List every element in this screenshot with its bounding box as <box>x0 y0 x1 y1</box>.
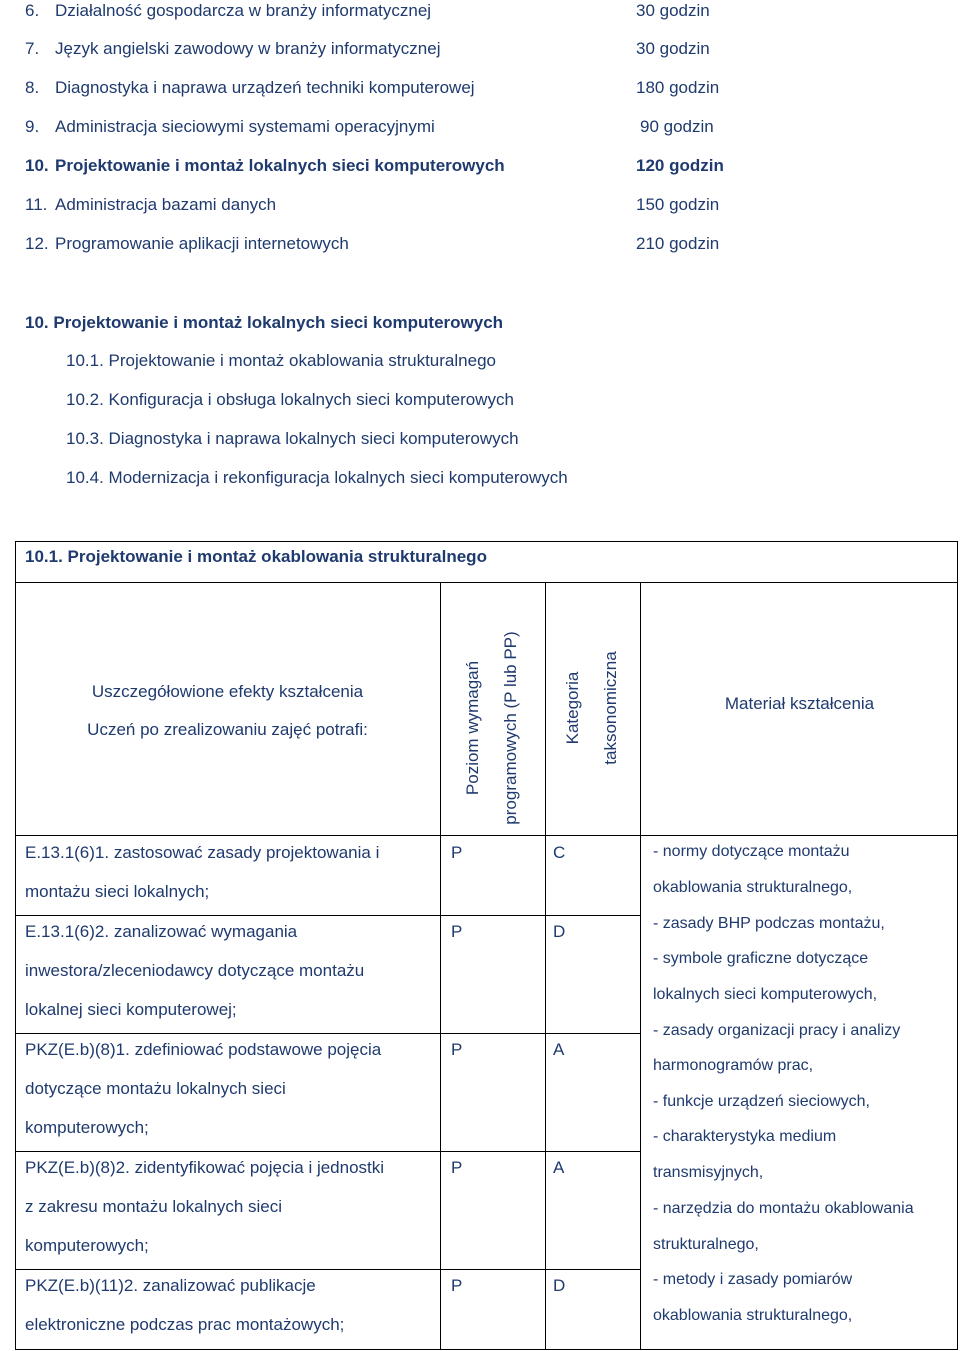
material-line: transmisyjnych, <box>653 1164 764 1181</box>
material-line: okablowania strukturalnego, <box>653 879 853 896</box>
outcome-line: inwestora/zleceniodawcy dotyczące montażu <box>25 961 365 980</box>
program-item-num: 7. <box>25 39 40 58</box>
program-item-num: 9. <box>25 117 40 136</box>
program-item-name: Administracja sieciowymi systemami operacyjnymi <box>55 117 435 136</box>
table-divider <box>15 1033 640 1034</box>
program-item-hours: 30 godzin <box>636 1 710 20</box>
table-divider <box>15 1269 640 1270</box>
program-item <box>0 116 960 138</box>
material-line: okablowania strukturalnego, <box>653 1307 853 1324</box>
header-level-line: programowych (P lub PP) <box>501 631 520 825</box>
table-divider <box>15 1151 640 1152</box>
program-item-hours: 90 godzin <box>640 117 714 136</box>
outcome-line: PKZ(E.b)(8)2. zidentyfikować pojęcia i jednostki <box>25 1158 385 1177</box>
program-item-name: Programowanie aplikacji internetowych <box>55 234 349 253</box>
table-divider <box>545 582 546 1350</box>
category-cell: A <box>553 1158 565 1177</box>
program-item-name: Diagnostyka i naprawa urządzeń techniki komputerowej <box>55 78 475 97</box>
level-cell: P <box>451 1158 463 1177</box>
program-item-num: 6. <box>25 1 40 20</box>
program-item-num: 8. <box>25 78 40 97</box>
subsection-item: 10.1. Projektowanie i montaż okablowania strukturalnego <box>66 351 496 370</box>
program-item-num: 12. <box>25 234 49 253</box>
program-item-hours: 30 godzin <box>636 39 710 58</box>
program-item <box>0 194 960 216</box>
outcome-line: elektroniczne podczas prac montażowych; <box>25 1315 345 1334</box>
material-line: strukturalnego, <box>653 1236 759 1253</box>
program-item <box>0 155 960 177</box>
program-item <box>0 233 960 255</box>
material-line: - normy dotyczące montażu <box>653 843 850 860</box>
material-line: - narzędzia do montażu okablowania <box>653 1200 914 1217</box>
program-item-name: Projektowanie i montaż lokalnych sieci komputerowych <box>55 156 505 175</box>
program-item-hours: 150 godzin <box>636 195 720 214</box>
material-line: - metody i zasady pomiarów <box>653 1271 853 1288</box>
level-cell: P <box>451 1276 463 1295</box>
program-item <box>0 38 960 60</box>
material-line: harmonogramów prac, <box>653 1057 814 1074</box>
header-category <box>554 618 630 798</box>
header-category-line: Kategoria <box>563 671 582 745</box>
program-item-hours: 180 godzin <box>636 78 720 97</box>
category-cell: C <box>553 843 566 862</box>
outcome-line: z zakresu montażu lokalnych sieci <box>25 1197 283 1216</box>
header-outcomes-line: Uczeń po zrealizowaniu zajęć potrafi: <box>87 720 368 739</box>
material-line: - zasady organizacji pracy i analizy <box>653 1022 901 1039</box>
table-divider <box>15 915 640 916</box>
category-cell: D <box>553 922 566 941</box>
program-item-num: 10. <box>25 156 49 175</box>
program-item-hours: 120 godzin <box>636 156 724 175</box>
outcome-line: PKZ(E.b)(11)2. zanalizować publikacje <box>25 1276 316 1295</box>
header-category-line: taksonomiczna <box>601 651 620 765</box>
subsection-item: 10.3. Diagnostyka i naprawa lokalnych sieci komputerowych <box>66 429 519 448</box>
table-divider <box>440 582 441 1350</box>
program-item-name: Działalność gospodarcza w branży informatycznej <box>55 1 432 20</box>
outcome-line: E.13.1(6)2. zanalizować wymagania <box>25 922 298 941</box>
program-item-num: 11. <box>25 195 48 214</box>
header-outcomes-line: Uszczegółowione efekty kształcenia <box>91 682 364 701</box>
material-line: - funkcje urządzeń sieciowych, <box>653 1093 870 1110</box>
outcome-line: komputerowych; <box>25 1118 149 1137</box>
header-level-line: Poziom wymagań <box>463 660 482 796</box>
outcome-line: lokalnej sieci komputerowej; <box>25 1000 237 1019</box>
material-line: - symbole graficzne dotyczące <box>653 950 869 967</box>
program-item-name: Administracja bazami danych <box>55 195 277 214</box>
category-cell: D <box>553 1276 566 1295</box>
outcome-line: PKZ(E.b)(8)1. zdefiniować podstawowe pojęcia <box>25 1040 382 1059</box>
level-cell: P <box>451 922 463 941</box>
material-line: - charakterystyka medium <box>653 1128 837 1145</box>
header-level <box>454 598 530 858</box>
level-cell: P <box>451 1040 463 1059</box>
category-cell: A <box>553 1040 565 1059</box>
subsection-item: 10.4. Modernizacja i rekonfiguracja lokalnych sieci komputerowych <box>66 468 568 487</box>
program-item <box>0 0 960 22</box>
outcome-line: montażu sieci lokalnych; <box>25 882 210 901</box>
program-item-name: Język angielski zawodowy w branży informatycznej <box>55 39 441 58</box>
section-heading: 10. Projektowanie i montaż lokalnych sieci komputerowych <box>25 313 504 332</box>
table-divider <box>15 582 958 583</box>
program-item <box>0 77 960 99</box>
material-line: - zasady BHP podczas montażu, <box>653 915 885 932</box>
header-outcomes <box>15 673 440 749</box>
level-cell: P <box>451 843 463 862</box>
program-item-hours: 210 godzin <box>636 234 720 253</box>
outcome-line: dotyczące montażu lokalnych sieci <box>25 1079 286 1098</box>
table-title: 10.1. Projektowanie i montaż okablowania strukturalnego <box>25 547 487 566</box>
material-line: lokalnych sieci komputerowych, <box>653 986 878 1003</box>
subsection-item: 10.2. Konfiguracja i obsługa lokalnych sieci komputerowych <box>66 390 514 409</box>
header-material: Materiał kształcenia <box>724 694 875 713</box>
outcome-line: E.13.1(6)1. zastosować zasady projektowania i <box>25 843 380 862</box>
outcome-line: komputerowych; <box>25 1236 149 1255</box>
